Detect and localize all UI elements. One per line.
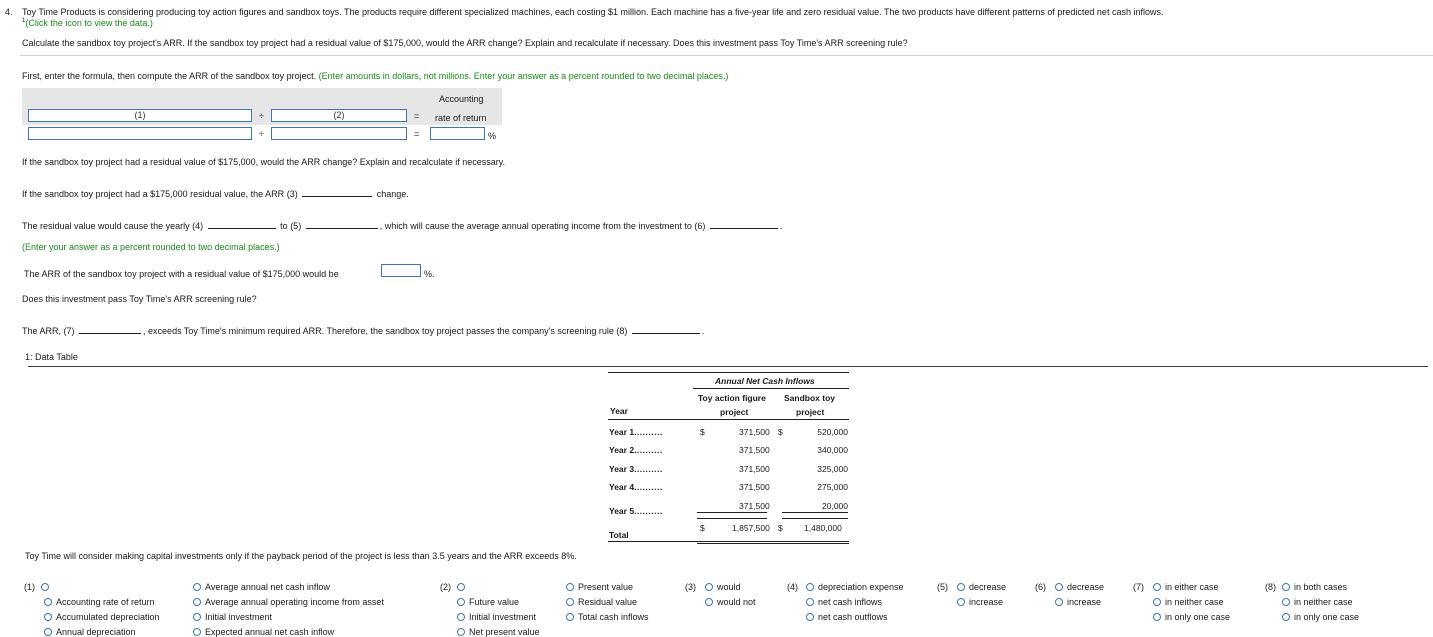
table-cell-sandbox: 340,000 bbox=[817, 445, 848, 455]
choice-group-label-g8: (8) bbox=[1265, 582, 1276, 592]
table-cell-toy: 371,500 bbox=[739, 445, 770, 455]
radio-option[interactable] bbox=[957, 597, 1003, 607]
choice-group-label-g2: (2) bbox=[440, 582, 451, 592]
radio-circle-icon[interactable] bbox=[457, 613, 465, 621]
s3-part-c: , exceeds Toy Time's minimum required ARR. Therefore, the sandbox toy project passes the company's screening rule bbox=[143, 326, 614, 336]
dropdown-7[interactable] bbox=[79, 325, 141, 334]
group-header-rule bbox=[693, 388, 849, 389]
col2-header-l1: Sandbox toy bbox=[784, 393, 836, 403]
radio-circle-icon[interactable] bbox=[44, 613, 52, 621]
choice-group-label-g1: (1) bbox=[24, 582, 35, 592]
radio-option[interactable] bbox=[1055, 582, 1104, 592]
radio-option-label: in only one case bbox=[1294, 612, 1360, 622]
s2-part-a: The residual value would cause the yearly bbox=[22, 221, 190, 231]
table-row-year: Year 4.......... bbox=[609, 482, 663, 492]
radio-option-label: decrease bbox=[1067, 582, 1105, 592]
radio-option-label: Expected annual net cash inflow bbox=[205, 627, 335, 637]
col-year-header: Year bbox=[610, 406, 628, 416]
total-double-rule-1b bbox=[697, 543, 849, 544]
radio-circle-icon[interactable] bbox=[193, 613, 201, 621]
radio-circle-icon[interactable] bbox=[957, 598, 965, 606]
header-bottom-rule bbox=[608, 419, 849, 420]
col1-header-l1: Toy action figure bbox=[698, 393, 766, 403]
radio-circle-icon[interactable] bbox=[566, 613, 574, 621]
data-link-marker: 1 bbox=[22, 18, 26, 24]
step2-hint: (Enter your answer as a percent rounded to two decimal places.) bbox=[22, 242, 280, 252]
radio-circle-icon[interactable] bbox=[806, 598, 814, 606]
s2-label-6: (6) bbox=[694, 221, 706, 231]
s2-label-5: (5) bbox=[290, 221, 302, 231]
total-dollar-2: $ bbox=[778, 523, 783, 533]
total-top-rule-2 bbox=[782, 518, 848, 519]
s1-part-c: change. bbox=[376, 189, 409, 199]
radio-option[interactable] bbox=[1055, 597, 1101, 607]
radio-circle-icon[interactable] bbox=[566, 583, 574, 591]
table-cell-toy: 371,500 bbox=[739, 482, 770, 492]
radio-circle-icon[interactable] bbox=[1055, 583, 1063, 591]
radio-option-label: Total cash inflows bbox=[578, 612, 649, 622]
radio-option[interactable] bbox=[566, 597, 637, 607]
radio-option-label: Future value bbox=[469, 597, 520, 607]
radio-option[interactable] bbox=[457, 582, 469, 592]
table-cell-sandbox: 325,000 bbox=[817, 464, 848, 474]
table-group-header: Annual Net Cash Inflows bbox=[715, 376, 815, 386]
radio-option-label: net cash outflows bbox=[818, 612, 888, 622]
radio-option[interactable] bbox=[705, 582, 741, 592]
data-table-title-rule bbox=[28, 366, 1428, 367]
col2-header-l2: project bbox=[796, 407, 825, 417]
radio-circle-icon[interactable] bbox=[457, 598, 465, 606]
radio-option[interactable] bbox=[1153, 597, 1224, 607]
radio-option[interactable] bbox=[957, 582, 1006, 592]
s1-part-a: If the sandbox toy project had a $175,000 residual value, the ARR bbox=[22, 189, 285, 199]
radio-option-label: decrease bbox=[969, 582, 1007, 592]
formula-header-line2: rate of return bbox=[435, 113, 487, 123]
total-c1: 1,857,500 bbox=[732, 523, 770, 533]
radio-option[interactable] bbox=[193, 627, 334, 637]
radio-circle-icon[interactable] bbox=[41, 583, 49, 591]
numerator-amount-input[interactable] bbox=[28, 127, 252, 140]
dropdown-5[interactable] bbox=[306, 220, 378, 229]
radio-option[interactable] bbox=[1153, 612, 1230, 622]
radio-option-label: would bbox=[717, 582, 741, 592]
s3-label-7: (7) bbox=[63, 326, 75, 336]
s3-part-a: The ARR, bbox=[22, 326, 62, 336]
step1-hint: (Enter amounts in dollars, not millions. Enter your answer as a percent rounded to two decimal places.) bbox=[318, 71, 729, 81]
radio-option[interactable] bbox=[457, 627, 540, 637]
dropdown-3[interactable] bbox=[302, 188, 372, 197]
data-link[interactable] bbox=[22, 18, 153, 28]
s2-part-c: to bbox=[280, 221, 288, 231]
radio-option[interactable] bbox=[44, 597, 155, 607]
radio-circle-icon[interactable] bbox=[457, 583, 465, 591]
radio-option-label: in neither case bbox=[1294, 597, 1353, 607]
radio-circle-icon[interactable] bbox=[705, 598, 713, 606]
choice-group-label-g4: (4) bbox=[787, 582, 798, 592]
radio-option-label: Average annual operating income from asset bbox=[205, 597, 384, 607]
data-link-text[interactable]: (Click the icon to view the data.) bbox=[25, 18, 153, 28]
col1-header-l2: project bbox=[720, 407, 749, 417]
s3-part-e: . bbox=[701, 326, 705, 336]
radio-option[interactable] bbox=[806, 582, 904, 592]
dropdown-4[interactable] bbox=[208, 220, 276, 229]
total-c2: 1,480,000 bbox=[804, 523, 842, 533]
radio-circle-icon[interactable] bbox=[1153, 613, 1161, 621]
arr-residual-label: The ARR of the sandbox toy project with a residual value of $175,000 would be bbox=[24, 269, 339, 279]
formula-numerator-select[interactable]: (1) bbox=[28, 109, 252, 122]
step3-question: Does this investment pass Toy Time's ARR screening rule? bbox=[22, 294, 257, 304]
radio-option-label: in either case bbox=[1165, 582, 1219, 592]
dropdown-8[interactable] bbox=[632, 325, 700, 334]
s2-part-g: . bbox=[779, 221, 783, 231]
radio-option-label: increase bbox=[969, 597, 1004, 607]
arr-result-input[interactable] bbox=[430, 127, 485, 140]
s2-label-4: (4) bbox=[192, 221, 204, 231]
denominator-amount-input[interactable] bbox=[271, 127, 407, 140]
table-cell-sandbox: 520,000 bbox=[817, 427, 848, 437]
radio-option[interactable] bbox=[193, 582, 330, 592]
table-cell-toy: 371,500 bbox=[739, 501, 770, 511]
radio-option-label: in both cases bbox=[1294, 582, 1348, 592]
radio-circle-icon[interactable] bbox=[1153, 583, 1161, 591]
radio-circle-icon[interactable] bbox=[1282, 613, 1290, 621]
total-double-rule-1a bbox=[608, 541, 849, 542]
s3-label-8: (8) bbox=[616, 326, 628, 336]
sentence-screening bbox=[22, 325, 704, 336]
row-dollar-1: $ bbox=[700, 427, 705, 437]
row-dollar-2: $ bbox=[778, 427, 783, 437]
radio-option[interactable] bbox=[44, 612, 160, 622]
s1-label-3: (3) bbox=[286, 189, 298, 199]
radio-option[interactable] bbox=[193, 612, 272, 622]
radio-option[interactable] bbox=[44, 627, 136, 637]
question-number: 4. bbox=[5, 7, 13, 17]
radio-option[interactable] bbox=[1282, 597, 1353, 607]
arr-residual-pct: %. bbox=[424, 269, 435, 279]
footer-note: Toy Time will consider making capital investments only if the payback period of the project is less than 3.5 years and the ARR exceeds 8%. bbox=[25, 551, 577, 561]
radio-circle-icon[interactable] bbox=[1282, 583, 1290, 591]
formula-div-sign: ÷ bbox=[259, 111, 264, 121]
radio-circle-icon[interactable] bbox=[806, 583, 814, 591]
radio-option[interactable] bbox=[457, 612, 536, 622]
step1-instruction-text: First, enter the formula, then compute the ARR of the sandbox toy project. bbox=[22, 71, 317, 81]
radio-circle-icon[interactable] bbox=[193, 583, 201, 591]
total-top-rule-1 bbox=[697, 518, 767, 519]
task-text: Calculate the sandbox toy project's ARR. If the sandbox toy project had a residual value of $175,000, would the ARR change? Explain and recalculate if necessary. Does this investment pass Toy Time's ARR screening rule? bbox=[22, 38, 908, 48]
question-text: Toy Time Products is considering producing toy action figures and sandbox toys. The products require different specialized machines, each costing $1 million. Each machine has a five-year life and zero residual value. The two products have different patterns of predicted net cash inflows. bbox=[22, 7, 1164, 17]
table-row-year: Year 3.......... bbox=[609, 464, 663, 474]
radio-circle-icon[interactable] bbox=[566, 598, 574, 606]
radio-circle-icon[interactable] bbox=[193, 598, 201, 606]
radio-option[interactable] bbox=[1153, 582, 1219, 592]
sentence-residual-effect bbox=[22, 220, 782, 231]
table-top-rule bbox=[608, 372, 849, 373]
radio-circle-icon[interactable] bbox=[957, 583, 965, 591]
radio-option[interactable] bbox=[806, 597, 882, 607]
table-cell-sandbox: 275,000 bbox=[817, 482, 848, 492]
radio-option[interactable] bbox=[1282, 582, 1347, 592]
table-row-year: Year 1.......... bbox=[609, 427, 663, 437]
arr-pct-sign: % bbox=[488, 131, 497, 141]
row5-rule-1 bbox=[697, 512, 767, 513]
radio-option-label: Residual value bbox=[578, 597, 638, 607]
arr-residual-input[interactable] bbox=[381, 264, 421, 277]
formula-header-line1: Accounting bbox=[439, 94, 484, 104]
choice-group-label-g6: (6) bbox=[1035, 582, 1046, 592]
s2-part-e: , which will cause the average annual operating income from the investment to bbox=[379, 221, 692, 231]
divider bbox=[20, 55, 1433, 56]
radio-option-label: Initial investment bbox=[205, 612, 273, 622]
total-label: Total bbox=[609, 530, 629, 540]
choice-group-label-g3: (3) bbox=[685, 582, 696, 592]
radio-option[interactable] bbox=[457, 597, 519, 607]
radio-option-label: Net present value bbox=[469, 627, 540, 637]
radio-circle-icon[interactable] bbox=[806, 613, 814, 621]
radio-circle-icon[interactable] bbox=[705, 583, 713, 591]
radio-option-label: in only one case bbox=[1165, 612, 1231, 622]
radio-option-label: depreciation expense bbox=[818, 582, 904, 592]
radio-option[interactable] bbox=[705, 597, 756, 607]
step2-question: If the sandbox toy project had a residual value of $175,000, would the ARR change? Explain and recalculate if necessary. bbox=[22, 157, 506, 167]
radio-option-label: Present value bbox=[578, 582, 634, 592]
calc-div-sign: ÷ bbox=[259, 129, 264, 139]
formula-denominator-select[interactable]: (2) bbox=[271, 109, 407, 122]
row5-rule-2 bbox=[782, 512, 848, 513]
radio-option[interactable] bbox=[1282, 612, 1359, 622]
radio-option[interactable] bbox=[193, 597, 384, 607]
radio-circle-icon[interactable] bbox=[1055, 598, 1063, 606]
radio-option-label: net cash inflows bbox=[818, 597, 883, 607]
choice-group-label-g7: (7) bbox=[1133, 582, 1144, 592]
radio-option-label: in neither case bbox=[1165, 597, 1224, 607]
table-row-year: Year 2.......... bbox=[609, 445, 663, 455]
choice-group-label-g5: (5) bbox=[937, 582, 948, 592]
calc-eq-sign: = bbox=[414, 129, 420, 139]
formula-eq-sign: = bbox=[414, 111, 420, 121]
radio-option-label: would not bbox=[717, 597, 756, 607]
radio-option[interactable] bbox=[566, 612, 649, 622]
radio-circle-icon[interactable] bbox=[1282, 598, 1290, 606]
sentence-arr-change bbox=[22, 188, 409, 199]
radio-option-label: Average annual net cash inflow bbox=[205, 582, 330, 592]
radio-option-label: Initial investment bbox=[469, 612, 537, 622]
table-cell-toy: 371,500 bbox=[739, 427, 770, 437]
dropdown-6[interactable] bbox=[710, 220, 778, 229]
radio-option[interactable] bbox=[566, 582, 633, 592]
radio-circle-icon[interactable] bbox=[44, 598, 52, 606]
radio-option[interactable] bbox=[806, 612, 888, 622]
table-cell-toy: 371,500 bbox=[739, 464, 770, 474]
radio-option-label: increase bbox=[1067, 597, 1102, 607]
total-dollar-1: $ bbox=[700, 523, 705, 533]
radio-option-label: Accumulated depreciation bbox=[56, 612, 160, 622]
radio-option-label: Accounting rate of return bbox=[56, 597, 155, 607]
data-table-title: 1: Data Table bbox=[25, 352, 78, 362]
radio-option[interactable] bbox=[41, 582, 53, 592]
step1-instruction bbox=[22, 71, 728, 81]
radio-circle-icon[interactable] bbox=[1153, 598, 1161, 606]
table-row-year: Year 5.......... bbox=[609, 506, 663, 516]
table-cell-sandbox: 20,000 bbox=[822, 501, 848, 511]
radio-option-label: Annual depreciation bbox=[56, 627, 136, 637]
